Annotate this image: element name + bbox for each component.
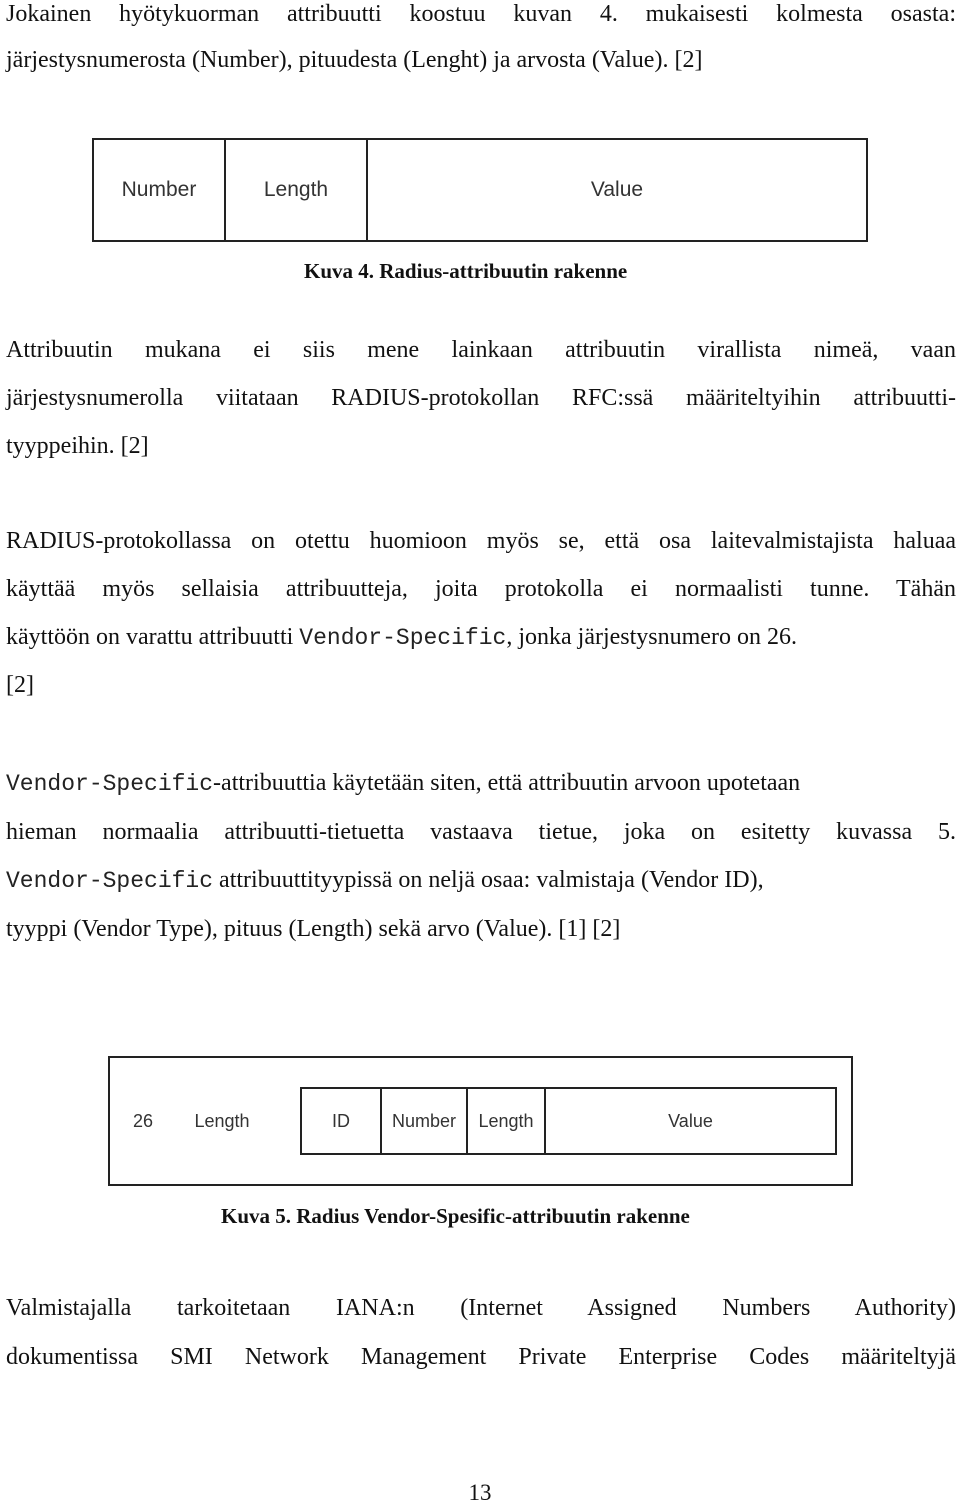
figure5-inner-length-cell <box>468 1089 546 1153</box>
paragraph4-line3 <box>6 866 956 895</box>
vendor-specific-code: Vendor-Specific <box>299 625 507 651</box>
figure5-id-cell <box>302 1089 382 1153</box>
figure4-number-label: Number <box>121 178 197 201</box>
figure4-value-cell <box>368 140 866 240</box>
figure5-vendor-value-box <box>300 1087 837 1155</box>
figure4-caption: Kuva 4. Radius-attribuutin rakenne <box>304 259 628 283</box>
paragraph2-line3: tyyppeihin. [2] <box>6 433 149 459</box>
paragraph5-line1: Valmistajalla tarkoitetaan IANA:n (Internet Assigned Numbers Authority) <box>6 1295 956 1321</box>
paragraph4-line1 <box>6 769 956 798</box>
page-number: 13 <box>468 1480 492 1505</box>
paragraph3-line2: käyttää myös sellaisia attribuutteja, joita protokolla ei normaalisti tunne. Tähän <box>6 576 956 602</box>
figure5-diagram <box>108 1056 853 1186</box>
figure4-number-cell <box>94 140 226 240</box>
figure5-value-label: Value <box>668 1110 713 1131</box>
vendor-specific-code: Vendor-Specific <box>6 771 214 797</box>
figure4-length-cell <box>226 140 368 240</box>
paragraph4-line2: hieman normaalia attribuutti-tietuetta vastaava tietue, joka on esitetty kuvassa 5. <box>6 819 956 845</box>
paragraph2-line2: järjestysnumerolla viitataan RADIUS-protokollan RFC:ssä määriteltyihin attribuutti- <box>6 385 956 411</box>
figure5-number-cell <box>110 1058 176 1184</box>
paragraph4-line3-text: attribuuttityypissä on neljä osaa: valmistaja (Vendor ID), <box>213 867 764 893</box>
paragraph3-line3-text: käyttöön on varattu attribuutti <box>6 624 294 650</box>
paragraph2-line1: Attribuutin mukana ei siis mene lainkaan attribuutin virallista nimeä, vaan <box>6 337 956 363</box>
paragraph5-line2: dokumentissa SMI Network Management Private Enterprise Codes määriteltyjä <box>6 1344 956 1370</box>
paragraph3-line1: RADIUS-protokollassa on otettu huomioon myös se, että osa laitevalmistajista haluaa <box>6 528 956 554</box>
paragraph1-line2: järjestysnumerosta (Number), pituudesta (Lenght) ja arvosta (Value). [2] <box>6 47 703 73</box>
figure5-caption: Kuva 5. Radius Vendor-Spesific-attribuutin rakenne <box>221 1204 690 1228</box>
paragraph4-line4: tyyppi (Vendor Type), pituus (Length) sekä arvo (Value). [1] [2] <box>6 916 621 942</box>
figure4-value-label: Value <box>590 178 644 201</box>
figure5-inner-number-cell <box>382 1089 468 1153</box>
figure5-id-label: ID <box>332 1110 350 1131</box>
paragraph1-line1: Jokainen hyötykuorman attribuutti koostuu kuvan 4. mukaisesti kolmesta osasta: <box>6 1 956 27</box>
figure5-number-label: 26 <box>132 1110 154 1131</box>
paragraph3-line4: [2] <box>6 672 34 698</box>
figure4-diagram <box>92 138 868 242</box>
vendor-specific-code: Vendor-Specific <box>6 868 214 894</box>
figure5-inner-length-label: Length <box>478 1110 534 1131</box>
paragraph3-line3-tail: , jonka järjestysnumero on 26. <box>506 624 797 650</box>
figure5-value-cell <box>546 1089 835 1153</box>
paragraph4-line1-text: -attribuuttia käytetään siten, että attribuutin arvoon upotetaan <box>213 770 801 796</box>
paragraph3-line3 <box>6 623 956 652</box>
figure5-length-label: Length <box>194 1110 250 1131</box>
figure5-length-cell <box>176 1058 268 1184</box>
figure4-length-label: Length <box>263 178 329 201</box>
figure5-inner-number-label: Number <box>391 1110 457 1131</box>
